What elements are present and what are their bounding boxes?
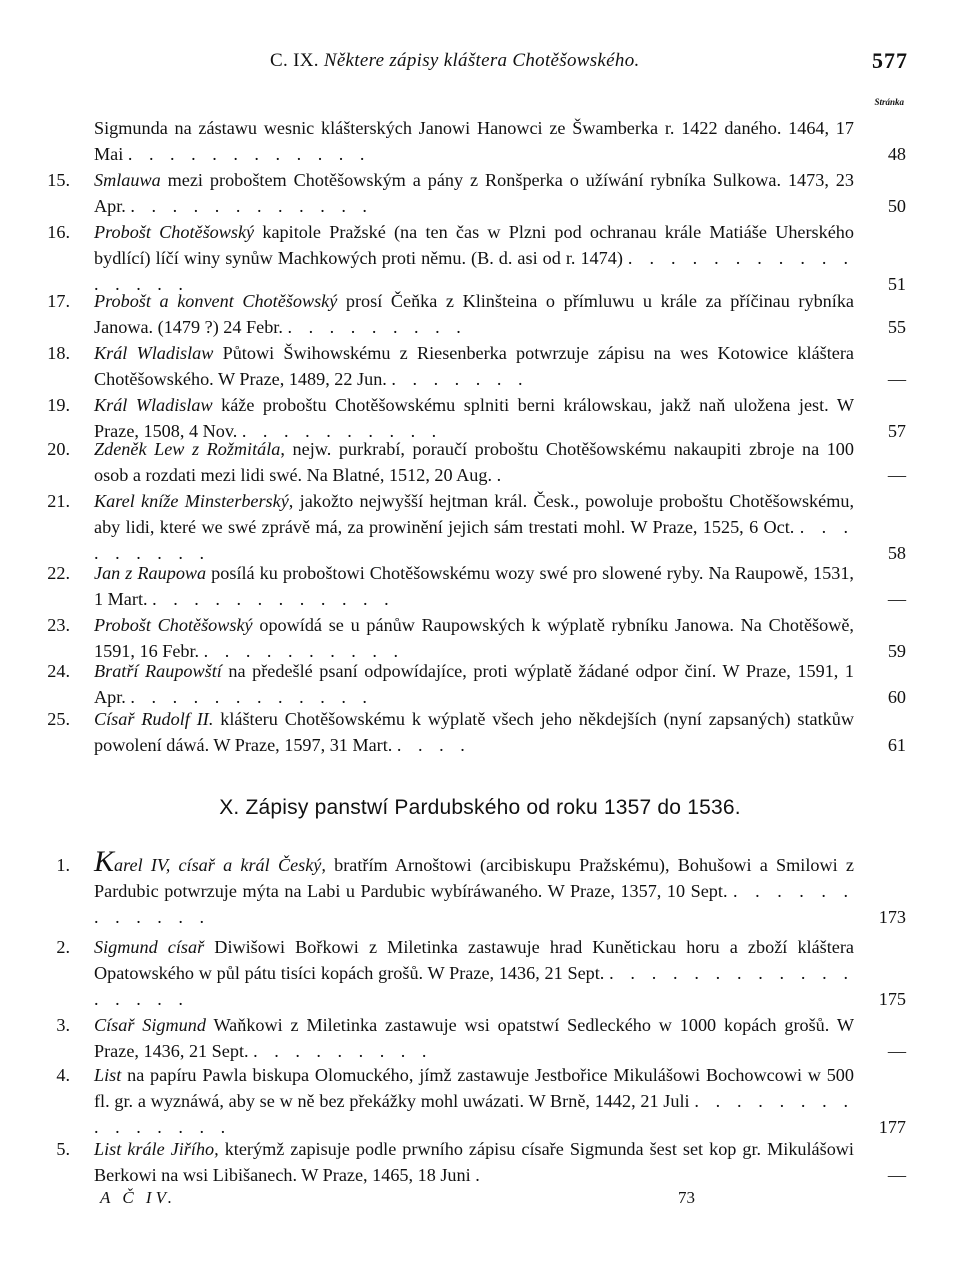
entry-number: 21. [47, 491, 70, 511]
leader-dots: . . . . . . . . . . [203, 641, 405, 662]
entry-number: 15. [47, 170, 70, 190]
leader-dots: . . . . . . . . . . . . [130, 196, 373, 217]
sheet-number: 73 [678, 1188, 695, 1207]
section-heading: X. Zápisy panstwí Pardubského od roku 1357 do 1536. [219, 796, 741, 819]
entry-text: Bratří Raupowští na předešlé psaní odpowídajíce, proti wýplatě žádané odpor činí. W Praze, 1591, 1 Apr. . . . . . . . . . . . . [94, 661, 855, 708]
entry-page-ref: — [887, 1041, 906, 1061]
entry-text: Císař Rudolf II. klášteru Chotěšowskému k wýplatě všech jeho někdejších (nyní zapsaných) statkůw powolení dáwá. W Praze, 1597, 31 Mart. . . . . [94, 709, 854, 756]
page-number: 577 [872, 48, 908, 73]
entry-number: 19. [47, 395, 70, 415]
leader-dots: . . . . . . . . . . [241, 421, 443, 442]
entry-page-ref: 51 [887, 274, 906, 294]
entry-page-ref: — [887, 589, 906, 609]
running-head [270, 50, 710, 72]
page-footer [100, 1188, 720, 1208]
entry-number: 17. [47, 291, 70, 311]
leader-dots: . . . . . . . . . [94, 517, 855, 564]
entry-text: Císař Sigmund Waňkowi z Miletinka zastawuje wsi opatstwí Sedleckého w 1000 kopách grošů. W Praze, 1436, 21 Sept. . . . . . . . . . [94, 1015, 854, 1062]
drop-cap: K [94, 845, 115, 878]
entry-text: Smlauwa mezi proboštem Chotěšowským a pány z Ronšperka o užíwání rybníka Sulkowa. 1473, 23 Apr. . . . . . . . . . . . . [94, 170, 854, 217]
entry-text: Král Wladislaw káže proboštu Chotěšowskému splniti berni králowskau, jakž naň uložena jest. W Praze, 1508, 4 Nov. . . . . . . . . . . [94, 395, 855, 442]
entry-number: 4. [56, 1065, 70, 1085]
entry-page-ref: 173 [878, 907, 906, 927]
entry-text: Karel IV, císař a král Český, bratřím Arnoštowi (arcibiskupu Pražskému), Bohušowi a Smilowi z Pardubic potwrzuje mýta na Labi u Pardubic wybíráwaného. W Praze, 1357, 10 Sept. . . . . . . . . . . . . [94, 845, 855, 928]
leader-dots: . . . . . . . . . . . . . . . . [94, 248, 855, 295]
entry-number: 16. [47, 222, 70, 242]
leader-dots: . . . . [396, 735, 471, 756]
entry-number: 24. [47, 661, 70, 681]
entry-text: Sigmunda na zástawu wesnic klášterských Janowi Hanowci ze Šwamberka r. 1422 daného. 1464, 17 Mai . . . . . . . . . . . . [94, 118, 854, 165]
entry-text: Zdeněk Lew z Rožmitála, nejw. purkrabí, poraučí proboštu Chotěšowskému nakaupiti zbroje na 100 osob a rozdati mezi lidi swé. Na Blatné, 1512, 20 Aug. . [94, 439, 854, 486]
signature-mark: A Č IV. [100, 1188, 177, 1207]
entry-number: 1. [56, 855, 70, 875]
entry-number: 5. [56, 1139, 70, 1159]
entry-text: List krále Jiřího, kterýmž zapisuje podle prwního zápisu císaře Sigmunda šest set kop gr. Mikulášowi Berkowi na wsi Libišanech. W Praze, 1465, 18 Juni . [94, 1139, 854, 1186]
entry-page-ref: 59 [887, 641, 906, 661]
leader-dots: . . . . . . . . . . . . [94, 881, 855, 928]
leader-dots: . . . . . . . . . . . . [152, 589, 395, 610]
entry-page-ref: 50 [887, 196, 906, 216]
entry-page-ref: — [887, 1165, 906, 1185]
leader-dots: . . . . . . . . . [287, 317, 467, 338]
entry-page-ref: 55 [887, 317, 906, 337]
entry-number: 25. [47, 709, 70, 729]
entry-text: List na papíru Pawla biskupa Olomuckého, jímž zastawuje Jestbořice Mikulášowi Bochowcowi w 500 fl. gr. a wyznáwá, aby se w ně bez překážky mohl uwázati. W Brně, 1442, 21 Juli . . . . . . . . . . . . . . . [94, 1065, 855, 1138]
entry-page-ref: 57 [887, 421, 906, 441]
running-head-title: Některe zápisy kláštera Chotěšowského. [323, 50, 640, 71]
page-column-heading: Stránka [874, 97, 904, 107]
entry-number: 20. [47, 439, 70, 459]
leader-dots: . . . . . . . . . . . . . . . [94, 1091, 855, 1138]
leader-dots: . . . . . . . . . . . . [130, 687, 373, 708]
entry-page-ref: 58 [887, 543, 906, 563]
entry-number: 3. [56, 1015, 70, 1035]
leader-dots: . [475, 1165, 486, 1186]
entry-page-ref: 177 [878, 1117, 906, 1137]
entry-number: 18. [47, 343, 70, 363]
entry-number: 22. [47, 563, 70, 583]
entry-page-ref: — [887, 465, 906, 485]
entry-text: Probošt Chotěšowský kapitole Pražské (na ten čas w Plzni pod ochranau krále Matiáše Uherského bydlící) líčí winy synůw Machkowých proti němu. (B. d. asi od r. 1474) . . . . . . . . . . . . . . . . [94, 222, 855, 295]
entry-page-ref: 61 [887, 735, 906, 755]
entry-text: Probošt Chotěšowský opowídá se u pánůw Raupowských k wýplatě rybníku Janowa. Na Chotěšowě, 1591, 16 Febr. . . . . . . . . . . [94, 615, 854, 662]
entry-number: 23. [47, 615, 70, 635]
leader-dots: . . . . . . . . . [253, 1041, 433, 1062]
entry-number: 2. [56, 937, 70, 957]
entry-page-ref: 175 [878, 989, 906, 1009]
leader-dots: . . . . . . . . . . . . . . . . . [94, 963, 855, 1010]
running-head-chapter: C. IX. [270, 50, 319, 71]
entry-page-ref: 60 [887, 687, 906, 707]
entry-text: Sigmund císař Diwišowi Bořkowi z Miletinka zastawuje hrad Kunětickau horu a zboží kláštera Opatowského w půl pátu tisíci kopách grošů. W Praze, 1436, 21 Sept. . . . . . . . . . . . . . . . . . [94, 937, 855, 1010]
entry-page-ref: — [887, 369, 906, 389]
entry-text: Jan z Raupowa posílá ku proboštowi Chotěšowskému wozy swé pro slowené ryby. Na Raupowě, 1531, 1 Mart. . . . . . . . . . . . . [94, 563, 854, 610]
entry-text: Karel kníže Minsterberský, jakožto nejwyšší hejtman král. Česk., powoluje proboštu Chotěšowskému, aby lidi, které we swé zprávě má, za prowinění jejich sám trestati mohl. W Praze, 1525, 6 Oct. . . . . . . . . . [94, 491, 855, 564]
leader-dots: . . . . . . . . . . . . [127, 144, 371, 165]
entry-page-ref: 48 [887, 144, 906, 164]
entry-text: Probošt a konvent Chotěšowský prosí Čeňka z Klinšteina o přímluwu u krále za příčinau rybníka Janowa. (1479 ?) 24 Febr. . . . . . . . . . [94, 291, 854, 338]
entry-text: Král Wladislaw Půtowi Šwihowskému z Riesenberka potwrzuje zápisu na wes Kotowice kláštera Chotěšowského. W Praze, 1489, 22 Jun. . . . . . . . [94, 343, 855, 390]
leader-dots: . . . . . . . [391, 369, 529, 390]
